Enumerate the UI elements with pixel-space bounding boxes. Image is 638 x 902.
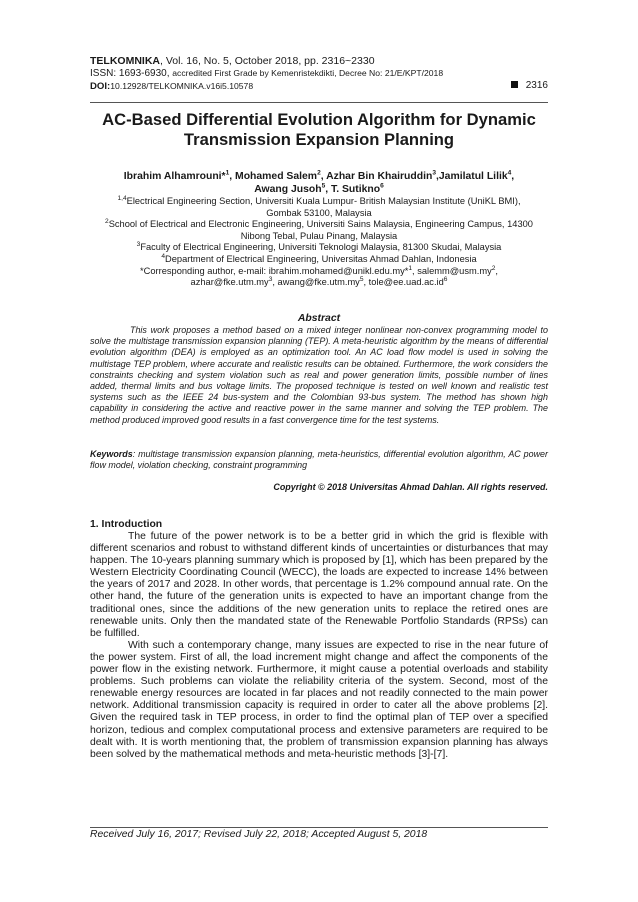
affiliation-3: [90, 242, 548, 254]
page-number-value: 2316: [525, 80, 548, 91]
email-link[interactable]: , salemm@usm.my: [412, 265, 492, 276]
header-rule: [90, 102, 548, 103]
author-affil-sup: 4: [507, 169, 512, 177]
journal-citation: [90, 55, 548, 67]
email-link[interactable]: , tole@ee.uad.ac.id: [363, 277, 444, 288]
issn: ISSN: 1693-6930,: [90, 68, 173, 79]
affiliations: [90, 196, 548, 289]
email-sup: 5: [359, 276, 364, 284]
abstract-text: This work proposes a method based on a mixed integer nonlinear non-convex programming model to solve the multistage transmission expansion planning (TEP). A meta-heuristic algorithm by the means of differential evolution algorithm (DEA) is employed as an optimization tool. An AC load flow model is used in solving the multistage TEP problem, where accurate and realistic results can be obtained. Furthermore, the work considers the constraints checking and system violation such as real and power generation limits, possible number of lines added, thermal limits and bus voltage limits. The proposed technique is tested on well known and realistic test systems such as the IEEE 24 bus-system and the Colombian 93-bus system. The method has shown high capability in considering the active and reactive power in the same manner and solving the TEP problem. The method produced improved good results in a fast convergence time for the test systems.: [90, 325, 548, 425]
paragraph: With such a contemporary change, many issues are expected to rise in the near future of the power system. First of all, the load increment might change and affect the components of the power flow in the existing network. Furthermore, it might cause a potential overloads and stability problems. Such problems can violate the reliability criteria of the system. Second, most of the renewable energy resources are located in far places and not readily connected to the main power network. Additional transmission capacity is required in order to cater all the above problems [2]. Given the required task in TEP process, in order to find the optimal plan of TEP over a specified horizon, tedious and complex computational process and extensive parameters are required to be dealt with. It is worth mentioning that, the problem of transmission expansion planning has always been solved by the mathematical methods and meta-heuristic methods [3]-[7].: [90, 639, 548, 760]
author-name: , Azhar Bin Khairuddin: [320, 171, 433, 182]
affiliation-4: [90, 254, 548, 266]
affiliation-1-cont: Gombak 53100, Malaysia: [266, 207, 372, 218]
author-name: Awang Jusoh: [254, 184, 322, 195]
corresponding-author-cont: [90, 277, 548, 289]
affiliation-2-cont: Nibong Tebal, Pulau Pinang, Malaysia: [240, 230, 398, 241]
affiliation-sup: 4: [161, 252, 166, 260]
email-sup: 3: [268, 276, 273, 284]
email-link[interactable]: azhar@fke.utm.my: [190, 277, 269, 288]
email-separator: ,: [495, 265, 498, 276]
footer-rule: [90, 827, 548, 828]
doi-value[interactable]: 10.12928/TELKOMNIKA.v16i5.10578: [110, 81, 254, 91]
author-name: , Mohamed Salem: [229, 171, 318, 182]
keywords-text: : multistage transmission expansion planning, meta-heuristics, differential evolution algorithm, AC power flow model, violation checking, constraint programming: [90, 449, 548, 471]
affiliation-sup: 1,4: [117, 194, 127, 202]
title-line-1: AC-Based Differential Evolution Algorithm for Dynamic: [102, 110, 536, 129]
affiliation-text: Electrical Engineering Section, Universiti Kuala Lumpur- British Malaysian Institute (UniKL BMI),: [126, 196, 521, 206]
copyright-notice: Copyright © 2018 Universitas Ahmad Dahlan. All rights reserved.: [273, 482, 548, 492]
author-affil-sup: 2: [317, 169, 321, 177]
keywords: [90, 449, 548, 471]
author-name: , T. Sutikno: [325, 184, 381, 195]
affiliation-text: Faculty of Electrical Engineering, Universiti Teknologi Malaysia, 81300 Skudai, Malaysia: [140, 242, 502, 253]
affiliation-2: [90, 219, 548, 231]
title-line-2: Transmission Expansion Planning: [183, 130, 455, 149]
journal-name: TELKOMNIKA: [90, 55, 160, 67]
running-header: [90, 55, 548, 92]
email-link[interactable]: , awang@fke.utm.my: [272, 277, 360, 288]
abstract-heading: Abstract: [297, 313, 341, 324]
author-affil-sup: 6: [380, 182, 384, 190]
paragraph: The future of the power network is to be a better grid in which the grid is flexible with different scenarios and robust to withstand different kinds of uncertainties or disturbances that may happen. The 10-years planning summary which is proposed by [1], which has been prepared by the Western Electricity Coordinating Council (WECC), the loads are expected to increase 14% between the years of 2017 and 2028. In other words, that percentage is 1.2% compound annual rate. On the other hand, the future of the generation units is expected to have an important change from the traditional ones, since the additions of the new generation units to replace the retired ones are renewable units. Only then the mandated state of the Renewable Portfolio Standards (RPSs) can be fulfilled.: [90, 531, 548, 639]
received-dates: Received July 16, 2017; Revised July 22, 2018; Accepted August 5, 2018: [90, 829, 428, 840]
section-heading: 1. Introduction: [90, 519, 163, 530]
author-affil-sup: 3: [432, 169, 437, 177]
page-number: [511, 80, 548, 92]
corresponding-email[interactable]: *Corresponding author, e-mail: ibrahim.mohamed@unikl.edu.my*: [140, 265, 409, 276]
citation-details: , Vol. 16, No. 5, October 2018, pp. 2316~2330: [160, 55, 375, 67]
affiliation-text: Department of Electrical Engineering, Universitas Ahmad Dahlan, Indonesia: [165, 253, 477, 264]
keywords-label: Keywords: [90, 449, 133, 459]
author-line-2: [90, 183, 548, 196]
author-affil-sup: 5: [321, 182, 326, 190]
author-name: ,Jamilatul Lilik: [436, 171, 508, 182]
email-sup: 1: [408, 264, 413, 272]
introduction-body: [90, 531, 548, 761]
author-affil-sup: 1: [225, 169, 230, 177]
email-sup: 6: [443, 276, 448, 284]
affiliation-text: School of Electrical and Electronic Engineering, Universiti Sains Malaysia, Engineering Campus, 14300: [108, 219, 533, 230]
doi-label: DOI:: [90, 81, 111, 92]
corresponding-author: [90, 266, 548, 278]
author-line-1: [90, 170, 548, 183]
affiliation-sup: 3: [136, 241, 141, 249]
issn-line: [90, 67, 548, 80]
email-sup: 2: [491, 264, 496, 272]
paper-title: [80, 110, 558, 150]
author-list: [90, 170, 548, 196]
accreditation: accredited First Grade by Kemenristekdikti, Decree No: 21/E/KPT/2018: [172, 68, 444, 78]
square-bullet-icon: [511, 81, 518, 88]
affiliation-1: [90, 196, 548, 208]
author-separator: ,: [511, 171, 515, 182]
author-name: Ibrahim Alhamrouni*: [123, 171, 226, 182]
affiliation-sup: 2: [105, 218, 109, 226]
doi-line: [90, 80, 548, 92]
